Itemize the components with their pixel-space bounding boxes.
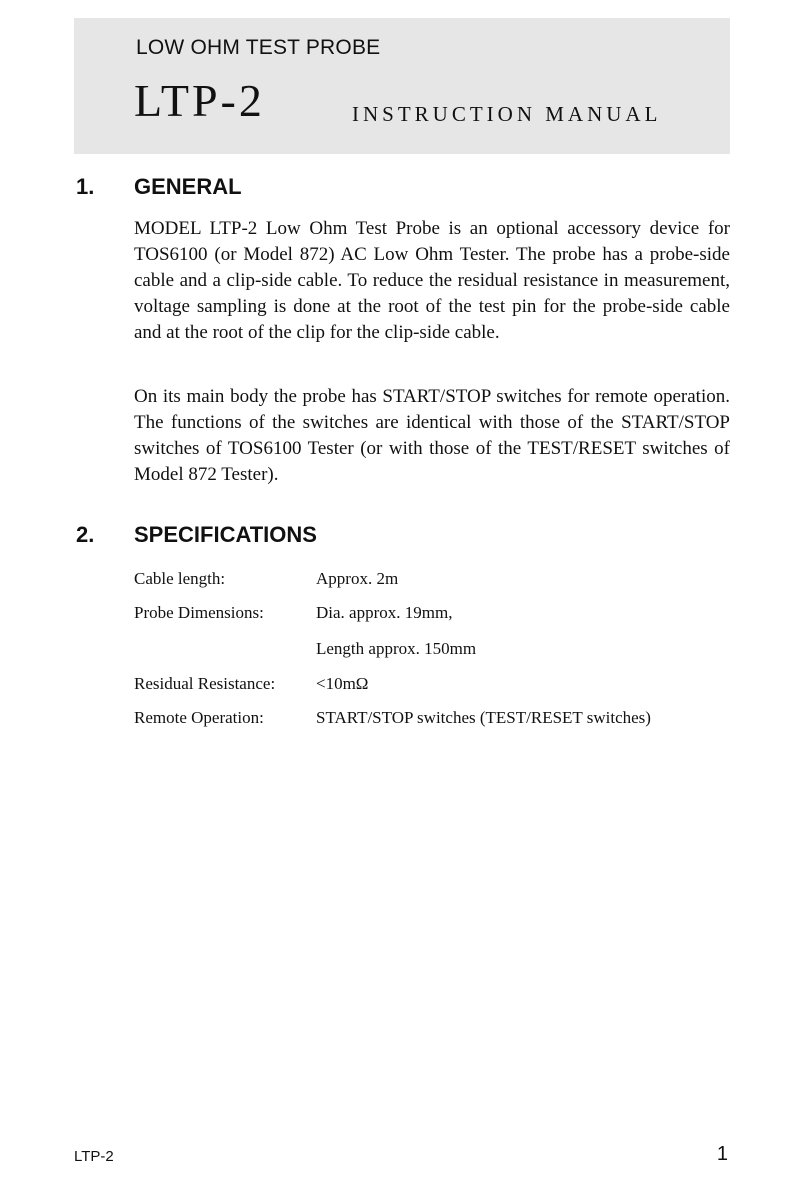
section-2-number: 2. [76, 522, 95, 547]
manual-title: INSTRUCTION MANUAL [352, 102, 662, 126]
spec-row [134, 639, 734, 663]
model-title: LTP-2 [134, 75, 265, 126]
spec-row [134, 603, 734, 627]
spec-value: START/STOP switches (TEST/RESET switches) [316, 708, 651, 727]
product-subtitle: LOW OHM TEST PROBE [136, 36, 381, 59]
spec-row [134, 708, 734, 732]
spec-value: Length approx. 150mm [316, 639, 477, 658]
spec-row [134, 569, 734, 593]
page-number: 1 [716, 1143, 728, 1165]
general-paragraph-2: On its main body the probe has START/STOP switches for remote operation. The functions of the switches are identical with those of the START/STOP switches of TOS6100 Tester (or with those of the TEST/RESET switches of Model 872 Tester). [134, 386, 730, 485]
spec-value: Dia. approx. 19mm, [316, 603, 453, 622]
spec-value: <10mΩ [316, 674, 369, 693]
spec-label: Remote Operation: [134, 708, 264, 727]
spec-row [134, 674, 734, 698]
spec-value: Approx. 2m [316, 569, 399, 588]
spec-label: Cable length: [134, 569, 226, 588]
spec-label: Probe Dimensions: [134, 603, 264, 622]
spec-label: Residual Resistance: [134, 674, 276, 693]
section-1-number: 1. [76, 174, 95, 199]
section-1-title: GENERAL [134, 174, 242, 199]
section-2-title: SPECIFICATIONS [134, 522, 317, 547]
footer-model: LTP-2 [74, 1148, 114, 1165]
general-paragraph-1: MODEL LTP-2 Low Ohm Test Probe is an optional accessory device for TOS6100 (or Model 872) AC Low Ohm Tester. The probe has a probe-side cable and a clip-side cable. To reduce the residual resistance in measurement, voltage sampling is done at the root of the test pin for the probe-side cable and at the root of the clip for the clip-side cable. [134, 218, 730, 343]
